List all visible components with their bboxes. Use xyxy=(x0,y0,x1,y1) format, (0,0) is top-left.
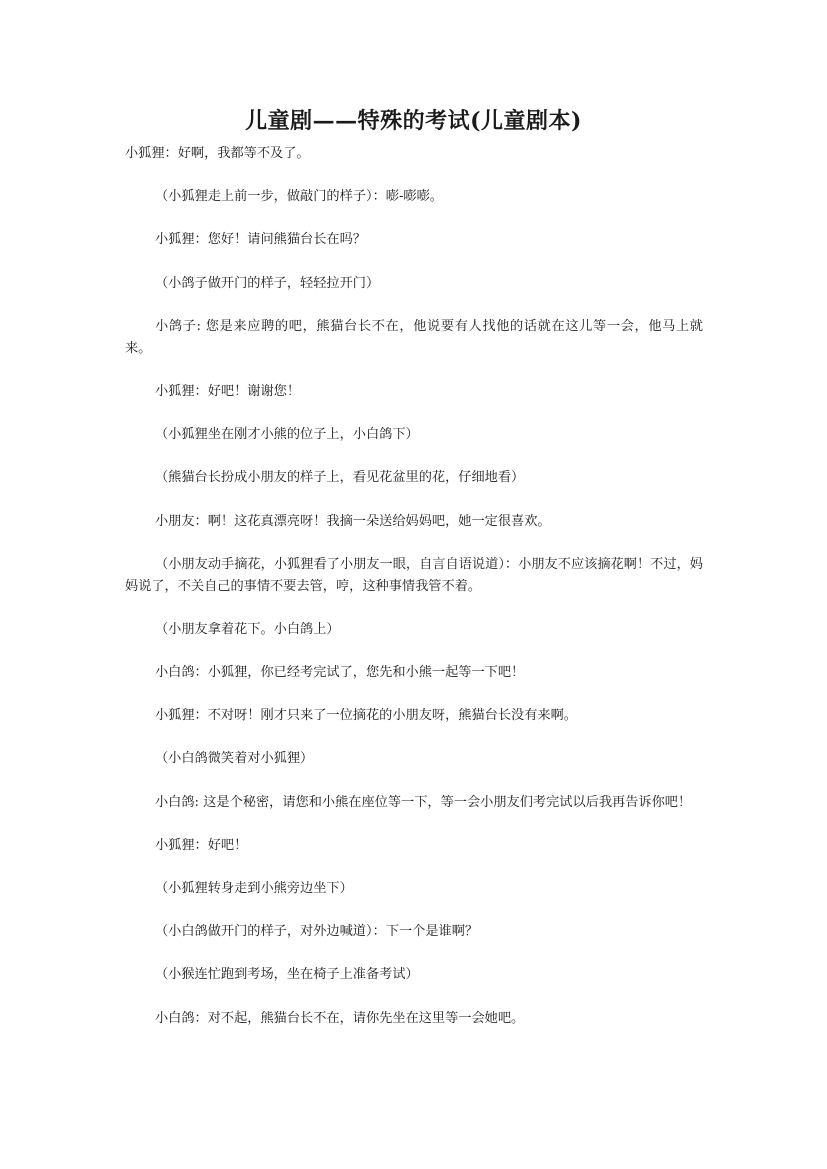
paragraph: 小狐狸：好啊，我都等不及了。 xyxy=(125,146,310,161)
paragraph: （小朋友拿着花下。小白鸽上） xyxy=(155,621,340,637)
paragraph: （小狐狸坐在刚才小熊的位子上，小白鸽下） xyxy=(155,427,419,443)
paragraph: 小白鸽：小狐狸，你已经考完试了，您先和小熊一起等一下吧！ xyxy=(155,665,525,681)
paragraph: （小白鸽微笑着对小狐狸） xyxy=(155,751,314,767)
document-title: 儿童剧——特殊的考试(儿童剧本) xyxy=(245,108,582,134)
paragraph: 小白鸽：对不起，熊猫台长不在，请你先坐在这里等一会她吧。 xyxy=(155,1010,525,1026)
paragraph: 小狐狸：不对呀！刚才只来了一位摘花的小朋友呀，熊猫台长没有来啊。 xyxy=(155,708,577,724)
document-body xyxy=(125,143,703,1030)
paragraph: （小猴连忙跑到考场，坐在椅子上准备考试） xyxy=(155,967,419,983)
paragraph: 小狐狸：您好！请问熊猫台长在吗？ xyxy=(155,232,366,248)
paragraph: （小狐狸转身走到小熊旁边坐下） xyxy=(155,881,353,896)
paragraph: 小朋友：啊！这花真漂亮呀！我摘一朵送给妈妈吧，她一定很喜欢。 xyxy=(155,513,551,529)
paragraph: （小鸽子做开门的样子，轻轻拉开门） xyxy=(155,275,380,291)
paragraph: （熊猫台长扮成小朋友的样子上，看见花盆里的花，仔细地看） xyxy=(155,470,525,486)
paragraph: （小狐狸走上前一步，做敲门的样子）：嘭-嘭嘭。 xyxy=(155,189,443,205)
paragraph: 小狐狸：好吧！谢谢您！ xyxy=(155,383,301,399)
paragraph: 小鸽子: 您是来应聘的吧，熊猫台长不在，他说要有人找他的话就在这儿等一会，他马上就来。 xyxy=(125,318,703,356)
paragraph: 小狐狸：好吧！ xyxy=(155,837,248,853)
paragraph: 小白鸽: 这是个秘密，请您和小熊在座位等一下，等一会小朋友们考完试以后我再告诉你吧！ xyxy=(155,794,692,810)
paragraph: （小朋友动手摘花，小狐狸看了小朋友一眼，自言自语说道）：小朋友不应该摘花啊！不过，妈妈说了，不关自己的事情不要去管，哼，这种事情我管不着。 xyxy=(125,556,703,594)
paragraph: （小白鸽做开门的样子，对外边喊道）：下一个是谁啊？ xyxy=(155,924,479,940)
